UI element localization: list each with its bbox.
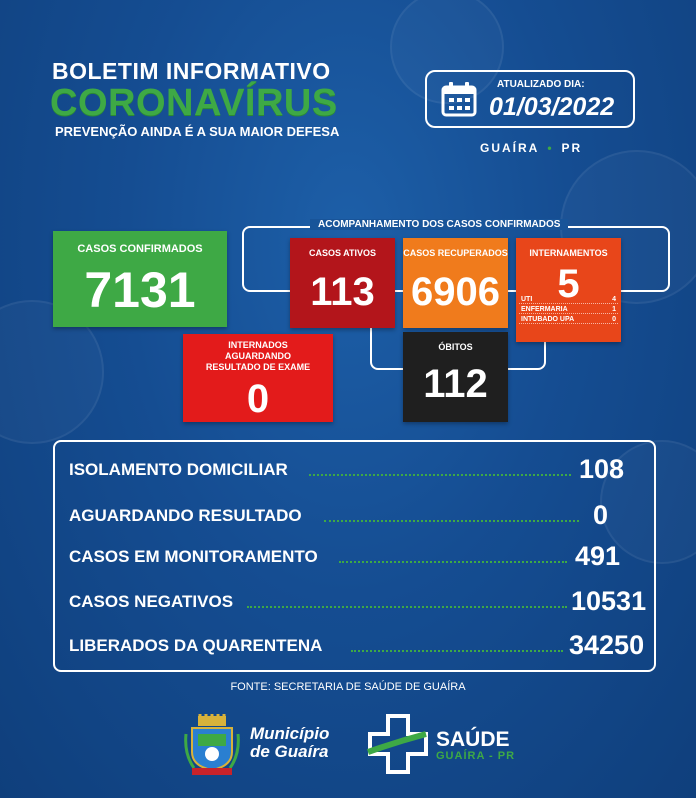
stat-leader-dots	[247, 606, 567, 608]
stat-row	[69, 454, 646, 484]
stats-panel	[53, 440, 656, 672]
awaiting-hospitalized-label: INTERNADOS AGUARDANDO RESULTADO DE EXAME	[205, 340, 311, 372]
location-separator: •	[547, 141, 554, 155]
deaths-card	[403, 332, 508, 422]
prevention-subtitle: PREVENÇÃO AINDA É A SUA MAIOR DEFESA	[55, 124, 340, 139]
hospitalized-label: INTERNAMENTOS	[529, 248, 608, 258]
hospitalized-row-uti: UTI 4	[521, 296, 616, 303]
saude-logo-text	[436, 729, 515, 762]
update-label: ATUALIZADO DIA:	[497, 79, 585, 90]
active-cases-card	[290, 238, 395, 328]
deaths-value: 112	[423, 362, 488, 406]
hospitalized-value: 5	[557, 262, 580, 306]
source-note: FONTE: SECRETARIA DE SAÚDE DE GUAÍRA	[230, 681, 466, 693]
stat-row	[69, 500, 646, 530]
saude-line1: SAÚDE	[436, 728, 510, 751]
stat-leader-dots	[351, 650, 563, 652]
coat-of-arms-icon	[184, 714, 240, 776]
bulletin-title: BOLETIM INFORMATIVO	[52, 58, 331, 84]
stat-value: 0	[593, 500, 609, 530]
stat-label: CASOS NEGATIVOS	[69, 592, 234, 611]
location	[480, 141, 582, 155]
stat-row	[69, 586, 646, 616]
stat-row	[69, 541, 646, 571]
calendar-icon	[441, 81, 477, 117]
deaths-label: ÓBITOS	[438, 342, 473, 352]
hospitalized-row-intubated: INTUBADO UPA 0	[521, 316, 616, 323]
active-value: 113	[310, 270, 375, 314]
stat-value: 491	[575, 541, 621, 571]
stat-label: LIBERADOS DA QUARENTENA	[69, 636, 323, 655]
health-cross-icon	[366, 712, 430, 776]
location-city: GUAÍRA	[480, 141, 540, 155]
recovered-value: 6906	[411, 270, 500, 314]
update-date: 01/03/2022	[489, 93, 615, 121]
stat-value: 34250	[569, 630, 645, 660]
municipio-line1: Município	[250, 724, 330, 743]
confirmed-cases-card	[53, 231, 227, 327]
active-label: CASOS ATIVOS	[308, 248, 376, 258]
hospitalized-row-ward: ENFERMARIA 1	[521, 306, 616, 313]
confirmed-label: CASOS CONFIRMADOS	[77, 243, 203, 255]
hospitalized-breakdown	[519, 296, 618, 326]
coronavirus-title: CORONAVÍRUS	[50, 82, 338, 124]
saude-line2: GUAÍRA - PR	[436, 750, 516, 762]
hospitalized-card	[516, 238, 621, 342]
municipio-line2: de Guaíra	[250, 742, 329, 761]
update-date-box	[425, 70, 635, 128]
confirmed-value: 7131	[84, 262, 196, 318]
recovered-label: CASOS RECUPERADOS	[403, 248, 508, 258]
location-state: PR	[561, 141, 583, 155]
stat-value: 108	[579, 454, 625, 484]
awaiting-hospitalized-card	[183, 334, 333, 422]
stat-value: 10531	[571, 586, 647, 616]
stat-leader-dots	[309, 474, 571, 476]
stat-leader-dots	[324, 520, 579, 522]
recovered-cases-card	[403, 238, 508, 328]
municipio-logo-text	[250, 725, 329, 761]
stat-row	[69, 630, 646, 660]
stat-label: AGUARDANDO RESULTADO	[69, 506, 302, 525]
stat-label: ISOLAMENTO DOMICILIAR	[69, 460, 288, 479]
stat-label: CASOS EM MONITORAMENTO	[69, 547, 318, 566]
stat-leader-dots	[339, 561, 567, 563]
awaiting-hospitalized-value: 0	[246, 377, 270, 421]
tracking-title: ACOMPANHAMENTO DOS CASOS CONFIRMADOS	[310, 219, 568, 230]
